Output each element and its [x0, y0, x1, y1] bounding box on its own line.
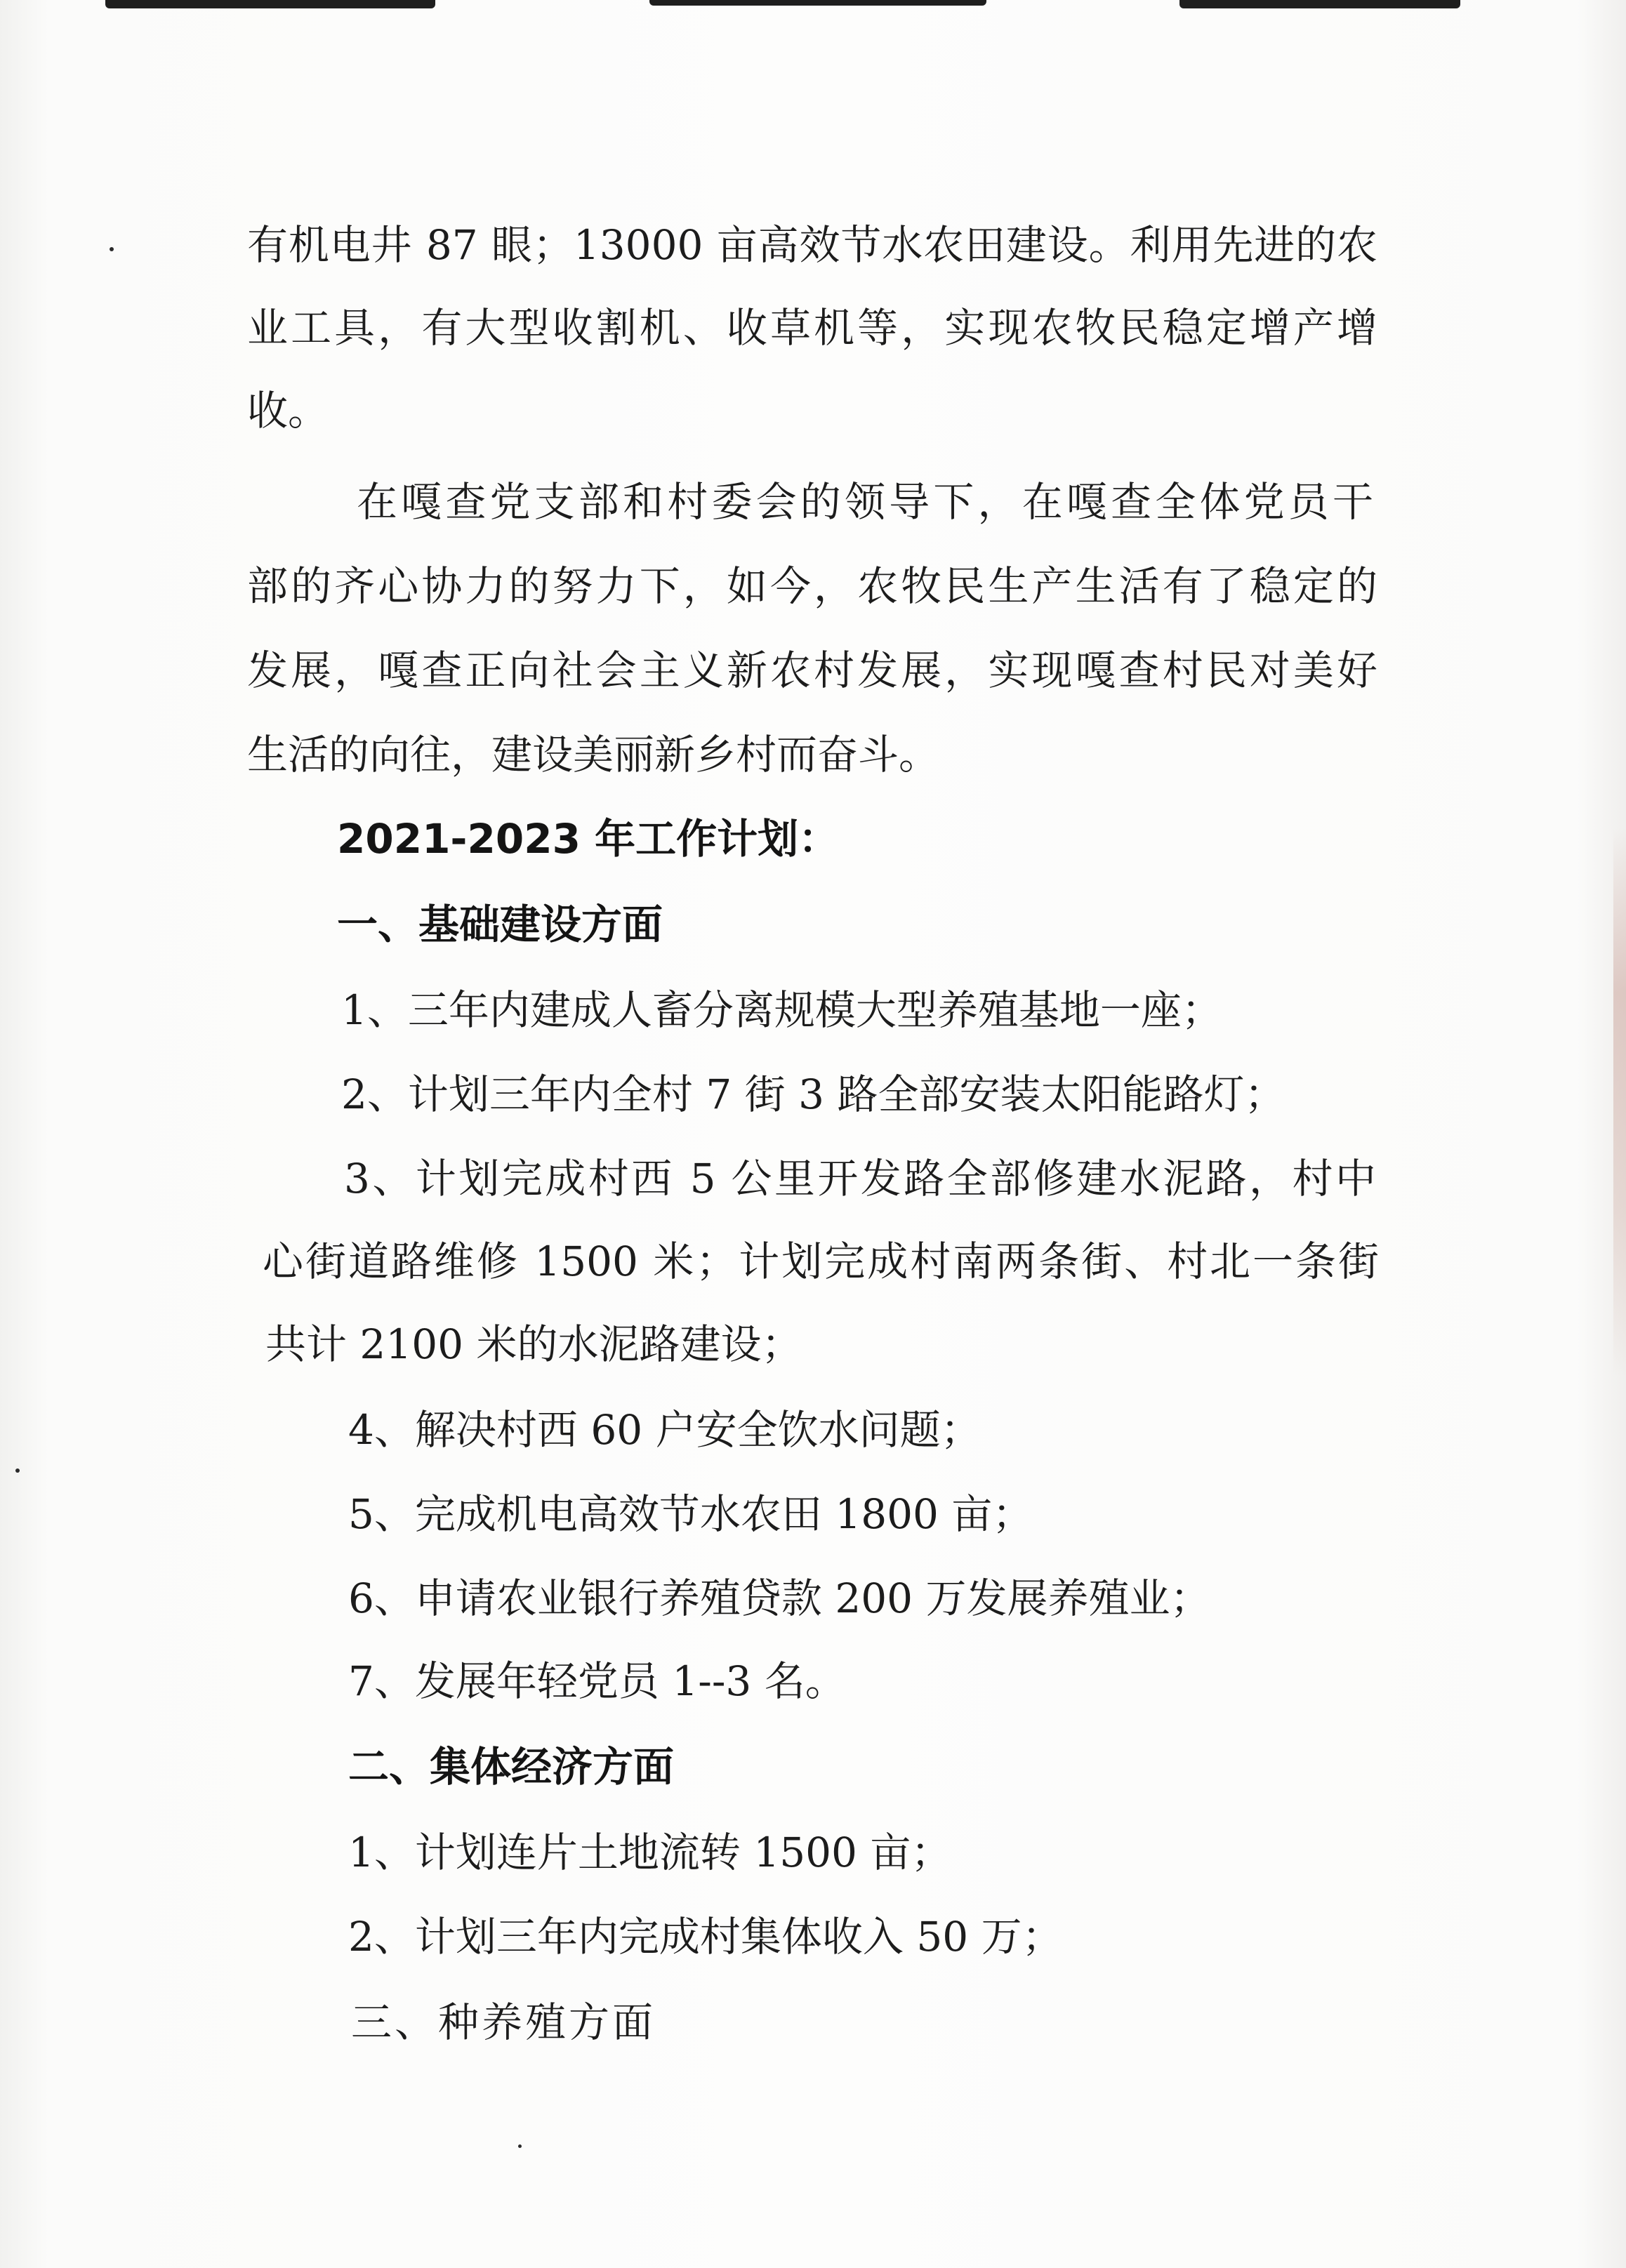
plan-item: 1、计划连片土地流转 1500 亩；	[348, 1829, 952, 1876]
section-heading-collective-economy: 二、集体经济方面	[348, 1743, 675, 1791]
body-text-line: 业工具，有大型收割机、收草机等，实现农牧民稳定增产增	[247, 304, 1377, 352]
body-text-line: 有机电井 87 眼；13000 亩高效节水农田建设。利用先进的农	[247, 221, 1377, 269]
plan-item: 3、计划完成村西 5 公里开发路全部修建水泥路，村中	[344, 1155, 1376, 1202]
plan-title: 2021-2023 年工作计划：	[337, 815, 840, 863]
plan-item-continued: 共计 2100 米的水泥路建设；	[265, 1320, 802, 1368]
plan-item: 2、计划三年内完成村集体收入 50 万；	[348, 1913, 1063, 1961]
plan-item: 4、解决村西 60 户安全饮水问题；	[348, 1406, 981, 1454]
body-text-line: 生活的向往，建设美丽新乡村而奋斗。	[247, 731, 940, 778]
plan-item: 2、计划三年内全村 7 街 3 路全部安装太阳能路灯；	[341, 1070, 1285, 1118]
scan-edge-shadow	[105, 0, 435, 8]
paragraph-first-line: 在嘎查党支部和村委会的领导下，在嘎查全体党员干	[357, 478, 1373, 526]
plan-item-continued: 心街道路维修 1500 米；计划完成村南两条街、村北一条街	[263, 1238, 1379, 1285]
ink-speck	[518, 2144, 522, 2148]
section-heading-farming: 三、种养殖方面	[351, 1998, 656, 2046]
ink-speck	[15, 1468, 20, 1473]
plan-item: 1、三年内建成人畜分离规模大型养殖基地一座；	[341, 986, 1222, 1034]
body-text-line: 发展，嘎查正向社会主义新农村发展，实现嘎查村民对美好	[247, 646, 1377, 694]
section-heading-infrastructure: 一、基础建设方面	[337, 901, 663, 948]
paper-stain	[1613, 828, 1626, 1376]
plan-item: 7、发展年轻党员 1--3 名。	[348, 1657, 846, 1705]
plan-item: 6、申请农业银行养殖贷款 200 万发展养殖业；	[348, 1574, 1211, 1622]
scan-edge-shadow	[649, 0, 986, 6]
scan-edge-shadow	[1179, 0, 1460, 8]
body-text-line: 部的齐心协力的努力下，如今，农牧民生产生活有了稳定的	[247, 562, 1377, 610]
ink-speck	[110, 247, 114, 251]
plan-item: 5、完成机电高效节水农田 1800 亩；	[348, 1490, 1033, 1538]
body-text-line: 收。	[247, 387, 329, 435]
